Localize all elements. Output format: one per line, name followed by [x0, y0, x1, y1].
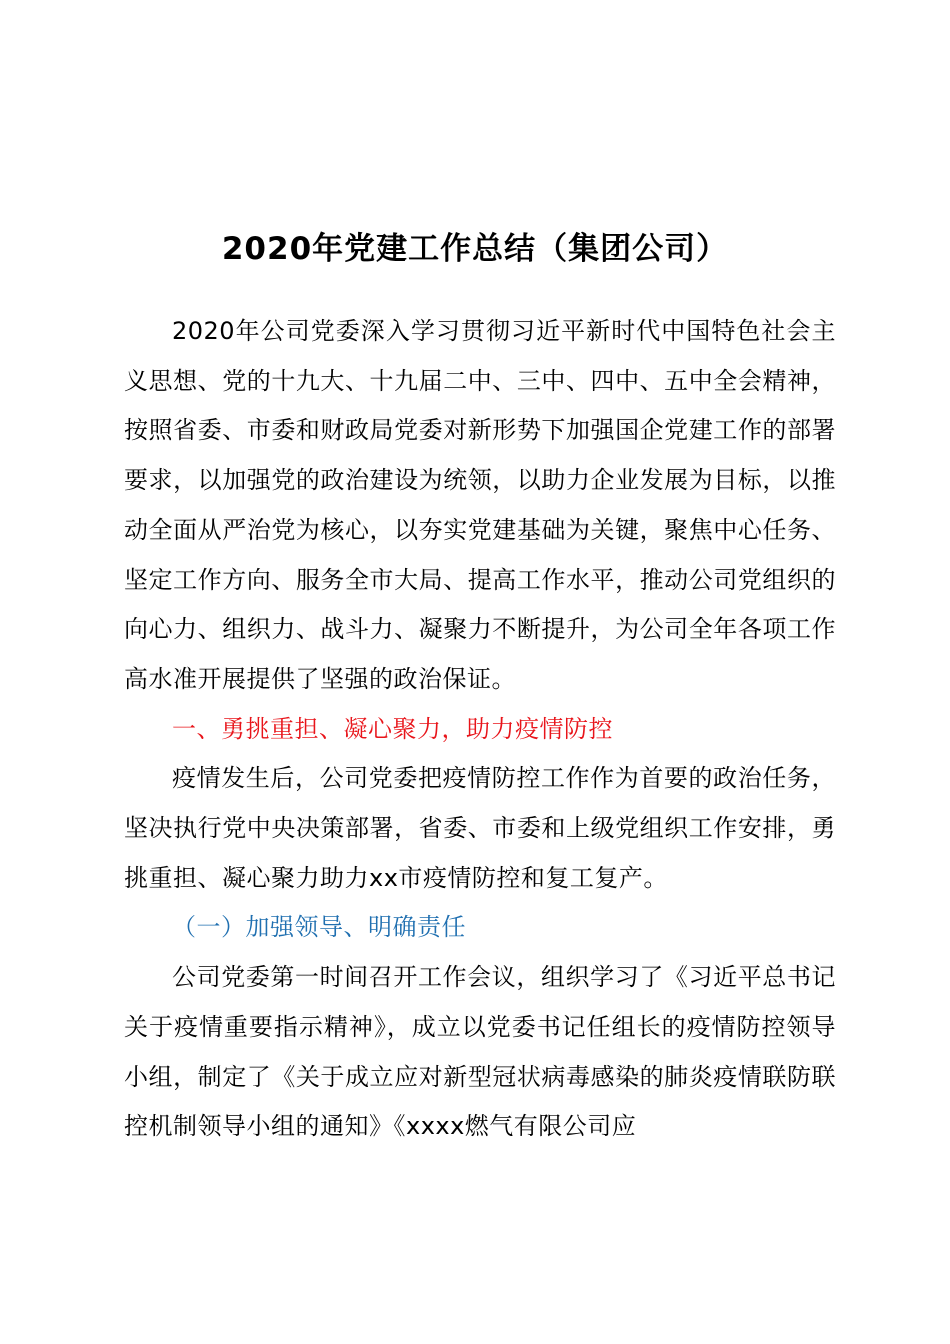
- intro-paragraph: 2020年公司党委深入学习贯彻习近平新时代中国特色社会主义思想、党的十九大、十九届二中、三中、四中、五中全会精神，按照省委、市委和财政局党委对新形势下加强国企党建工作的部署要求，以加强党的政治建设为统领，以助力企业发展为目标，以推动全面从严治党为核心，以夯实党建基础为关键，聚焦中心任务、坚定工作方向、服务全市大局、提高工作水平，推动公司党组织的向心力、组织力、战斗力、凝聚力不断提升，为公司全年各项工作高水准开展提供了坚强的政治保证。: [124, 317, 836, 693]
- document-title: 2020年党建工作总结（集团公司）: [221, 231, 729, 267]
- subsection-heading-1: （一）加强领导、明确责任: [172, 913, 466, 942]
- section-heading-1: 一、勇挑重担、凝心聚力，助力疫情防控: [172, 714, 613, 743]
- subsection-1-paragraph: 公司党委第一时间召开工作会议，组织学习了《习近平总书记关于疫情重要指示精神》，成立以党委书记任组长的疫情防控领导小组，制定了《关于成立应对新型冠状病毒感染的肺炎疫情联防联控机制领导小组的通知》《xxxx燃气有限公司应: [124, 963, 836, 1141]
- section-1-paragraph: 疫情发生后，公司党委把疫情防控工作作为首要的政治任务，坚决执行党中央决策部署，省委、市委和上级党组织工作安排，勇挑重担、凝心聚力助力xx市疫情防控和复工复产。: [124, 764, 836, 892]
- document-body: [124, 307, 836, 1152]
